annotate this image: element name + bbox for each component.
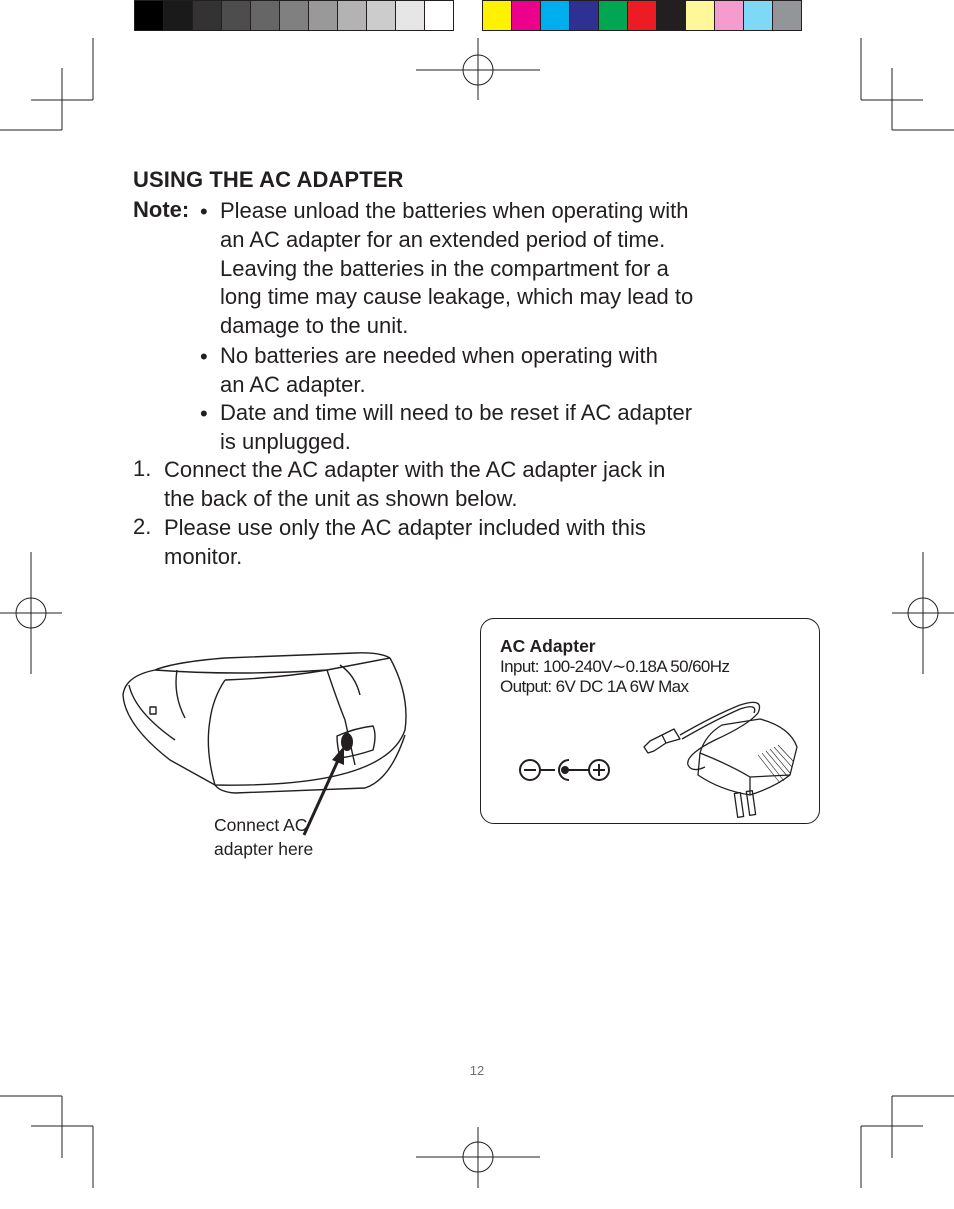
- note-line: damage to the unit.: [220, 313, 409, 339]
- jack-caption: [214, 813, 374, 861]
- step-line: the back of the unit as shown below.: [164, 485, 518, 511]
- adapter-title: AC Adapter: [500, 636, 596, 656]
- note-item: [220, 342, 765, 400]
- center-positive-polarity-icon: [515, 752, 615, 788]
- note-label: Note:: [133, 197, 190, 222]
- step-line: Please use only the AC adapter included with this: [164, 515, 646, 540]
- section-heading: USING THE AC ADAPTER: [133, 167, 404, 192]
- bullet-icon: •: [200, 344, 208, 369]
- caption-line: Connect AC: [214, 815, 308, 835]
- step-number: 2.: [133, 514, 152, 539]
- note-line: is unplugged.: [220, 428, 351, 454]
- step-text: [164, 456, 744, 514]
- bullet-icon: •: [200, 199, 208, 224]
- step-line: Connect the AC adapter with the AC adapter jack in: [164, 457, 666, 482]
- adapter-input: Input: 100-240V∼0.18A 50/60Hz: [500, 657, 730, 676]
- note-line: long time may cause leakage, which may lead to: [220, 284, 694, 310]
- note-line: an AC adapter for an extended period of time.: [220, 226, 666, 252]
- note-item: [220, 399, 765, 457]
- note-line: No batteries are needed when operating with: [220, 343, 658, 368]
- note-line: Date and time will need to be reset if AC adapter: [220, 400, 693, 425]
- step-number: 1.: [133, 456, 152, 481]
- caption-line: adapter here: [214, 839, 314, 859]
- note-item: [220, 197, 765, 341]
- step-line: monitor.: [164, 543, 243, 569]
- adapter-output: Output: 6V DC 1A 6W Max: [500, 677, 689, 696]
- note-line: Please unload the batteries when operating with: [220, 198, 689, 223]
- note-line: Leaving the batteries in the compartment for a: [220, 255, 669, 281]
- note-line: an AC adapter.: [220, 371, 366, 397]
- bullet-icon: •: [200, 401, 208, 426]
- step-text: [164, 514, 744, 572]
- ac-adapter-illustration: [640, 695, 805, 820]
- monitor-back-illustration: [115, 640, 415, 815]
- page-number: 12: [469, 1063, 485, 1078]
